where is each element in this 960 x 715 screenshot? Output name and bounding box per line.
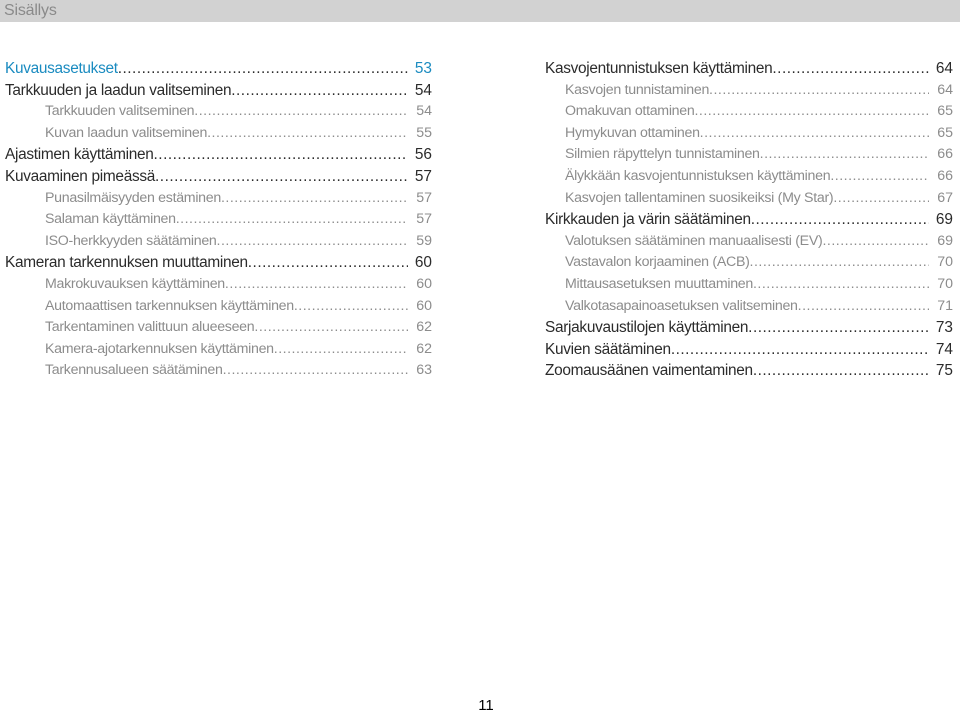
toc-leader-dots	[753, 362, 929, 380]
toc-entry-punasilmaisyyden-estaminen[interactable]	[5, 190, 432, 212]
toc-leader-dots	[223, 362, 408, 378]
toc-leader-dots	[221, 190, 408, 206]
toc-entry-tarkkuuden-ja-laadun-valitseminen[interactable]	[5, 82, 432, 104]
toc-leader-dots	[154, 146, 408, 164]
toc-entry-title: Tarkentaminen valittuun alueeseen	[45, 319, 255, 336]
toc-entry-valotuksen-saataminen-manuaalisesti-ev[interactable]	[545, 233, 953, 255]
toc-entry-page: 65	[937, 124, 953, 141]
toc-entry-iso-herkkyyden-saataminen[interactable]	[5, 233, 432, 255]
toc-entry-page: 73	[935, 319, 953, 337]
toc-entry-tarkentaminen-valittuun-alueeseen[interactable]	[5, 319, 432, 341]
toc-leader-dots	[248, 254, 408, 272]
page-header	[0, 0, 960, 22]
toc-entry-page: 67	[937, 189, 953, 206]
toc-entry-title: Makrokuvauksen käyttäminen	[45, 275, 225, 292]
toc-entry-page: 62	[416, 319, 432, 336]
toc-entry-title: Ajastimen käyttäminen	[5, 146, 154, 164]
toc-entry-title: Vastavalon korjaaminen (ACB)	[565, 254, 750, 271]
toc-entry-kuvien-saataminen[interactable]	[545, 341, 953, 363]
toc-entry-title: Älykkään kasvojentunnistuksen käyttäminen	[565, 167, 831, 184]
toc-leader-dots	[748, 319, 929, 337]
toc-entry-makrokuvauksen-kayttaminen[interactable]	[5, 276, 432, 298]
toc-entry-title: Tarkkuuden ja laadun valitseminen	[5, 81, 232, 99]
toc-leader-dots	[155, 168, 408, 186]
toc-leader-dots	[294, 298, 408, 314]
page-number: 11	[478, 697, 494, 714]
toc-entry-title: Kamera-ajotarkennuksen käyttäminen	[45, 340, 274, 357]
toc-entry-automaattisen-tarkennuksen-kayttaminen[interactable]	[5, 298, 432, 320]
toc-entry-title: Kuvausasetukset	[5, 60, 118, 77]
toc-leader-dots	[194, 103, 408, 119]
toc-entry-page: 59	[416, 232, 432, 249]
toc-entry-ajastimen-kayttaminen[interactable]	[5, 146, 432, 168]
toc-leader-dots	[709, 82, 929, 98]
toc-entry-page: 60	[414, 254, 432, 272]
toc-entry-title: Tarkkuuden valitseminen	[45, 103, 195, 120]
toc-entry-page: 66	[937, 167, 953, 184]
toc-leader-dots	[207, 125, 408, 141]
toc-leader-dots	[830, 168, 929, 184]
toc-entry-title: Valkotasapainoasetuksen valitseminen	[565, 297, 798, 314]
toc-entry-title: Punasilmäisyyden estäminen	[45, 189, 221, 206]
toc-leader-dots	[671, 341, 929, 359]
toc-entry-title: Kasvojentunnistuksen käyttäminen	[545, 60, 773, 77]
toc-entry-title: Sarjakuvaustilojen käyttäminen	[545, 319, 749, 337]
toc-entry-kameran-tarkennuksen-muuttaminen[interactable]	[5, 254, 432, 276]
toc-entry-kirkkauden-ja-varin-saataminen[interactable]	[545, 211, 953, 233]
toc-entry-page: 64	[935, 60, 953, 77]
toc-entry-kuvaaminen-pimeassa[interactable]	[5, 168, 432, 190]
toc-entry-page: 60	[416, 275, 432, 292]
toc-entry-title: Silmien räpyttelyn tunnistaminen	[565, 146, 760, 163]
toc-entry-page: 62	[416, 340, 432, 357]
toc-leader-dots	[772, 60, 929, 78]
toc-entry-title: Kasvojen tallentaminen suosikeiksi (My Star)	[565, 189, 834, 206]
toc-entry-page: 70	[937, 254, 953, 271]
toc-entry-kuvan-laadun-valitseminen[interactable]	[5, 125, 432, 147]
toc-entry-alykkaan-kasvojentunnistuksen-kayttaminen[interactable]	[545, 168, 953, 190]
toc-leader-dots	[118, 60, 408, 78]
toc-entry-title: Automaattisen tarkennuksen käyttäminen	[45, 297, 294, 314]
toc-entry-page: 66	[937, 146, 953, 163]
toc-entry-kasvojen-tallentaminen-suosikeiksi-my-star[interactable]	[545, 190, 953, 212]
toc-entry-page: 70	[937, 275, 953, 292]
toc-entry-title: Salaman käyttäminen	[45, 211, 176, 228]
toc-leader-dots	[254, 319, 408, 335]
toc-entry-title: Kirkkauden ja värin säätäminen	[545, 211, 751, 229]
toc-entry-hymykuvan-ottaminen[interactable]	[545, 125, 953, 147]
toc-entry-vastavalon-korjaaminen-acb[interactable]	[545, 254, 953, 276]
toc-leader-dots	[274, 341, 408, 357]
toc-leader-dots	[833, 190, 929, 206]
toc-column-right	[545, 60, 953, 384]
toc-entry-title: Kuvien säätäminen	[545, 340, 671, 358]
toc-entry-title: Kameran tarkennuksen muuttaminen	[5, 254, 248, 272]
toc-entry-title: Omakuvan ottaminen	[565, 103, 695, 120]
toc-entry-mittausasetuksen-muuttaminen[interactable]	[545, 276, 953, 298]
toc-entry-page: 74	[935, 340, 953, 358]
toc-leader-dots	[798, 298, 929, 314]
toc-entry-title: Kuvan laadun valitseminen	[45, 124, 208, 141]
toc-leader-dots	[753, 276, 929, 292]
toc-entry-title: Hymykuvan ottaminen	[565, 124, 700, 141]
toc-entry-title: Mittausasetuksen muuttaminen	[565, 275, 753, 292]
toc-entry-page: 69	[937, 232, 953, 249]
toc-entry-page: 71	[937, 297, 953, 314]
toc-leader-dots	[822, 233, 929, 249]
toc-entry-kasvojen-tunnistaminen[interactable]	[545, 82, 953, 104]
toc-entry-page: 63	[416, 362, 432, 379]
toc-entry-page: 65	[937, 103, 953, 120]
toc-entry-page: 57	[416, 189, 432, 206]
page-title: Sisällys	[4, 2, 57, 19]
toc-entry-title: Valotuksen säätäminen manuaalisesti (EV)	[565, 232, 823, 249]
toc-entry-kamera-ajotarkennuksen-kayttaminen[interactable]	[5, 341, 432, 363]
toc-entry-page: 75	[935, 362, 953, 380]
toc-entry-page: 69	[935, 211, 953, 229]
toc-leader-dots	[700, 125, 929, 141]
toc-entry-tarkennusalueen-saataminen[interactable]	[5, 362, 432, 384]
toc-leader-dots	[750, 254, 929, 270]
toc-entry-kasvojentunnistuksen-kayttaminen[interactable]	[545, 60, 953, 82]
toc-entry-page: 54	[416, 103, 432, 120]
toc-entry-page: 53	[414, 60, 432, 77]
toc-entry-title: Kuvaaminen pimeässä	[5, 167, 156, 185]
toc-entry-title: Kasvojen tunnistaminen	[565, 81, 710, 98]
toc-column-left	[5, 60, 432, 384]
toc-entry-page: 60	[416, 297, 432, 314]
toc-entry-kuvausasetukset[interactable]	[5, 60, 432, 82]
toc-entry-valkotasapainoasetuksen-valitseminen[interactable]	[545, 298, 953, 320]
toc-entry-page: 55	[416, 124, 432, 141]
toc-entry-title: Tarkennusalueen säätäminen	[45, 362, 223, 379]
toc-entry-page: 57	[416, 211, 432, 228]
toc-entry-tarkkuuden-valitseminen[interactable]	[5, 103, 432, 125]
toc-leader-dots	[217, 233, 408, 249]
toc-entry-sarjakuvaustilojen-kayttaminen[interactable]	[545, 319, 953, 341]
toc-leader-dots	[694, 103, 929, 119]
toc-entry-page: 54	[414, 81, 432, 99]
toc-entry-salaman-kayttaminen[interactable]	[5, 211, 432, 233]
toc-leader-dots	[751, 211, 929, 229]
toc-entry-zoomausaanen-vaimentaminen[interactable]	[545, 362, 953, 384]
toc-entry-page: 57	[414, 167, 432, 185]
toc-entry-page: 56	[414, 146, 432, 164]
toc-entry-silmien-rapyttelyn-tunnistaminen[interactable]	[545, 146, 953, 168]
toc-entry-title: ISO-herkkyyden säätäminen	[45, 232, 217, 249]
toc-leader-dots	[760, 146, 929, 162]
toc-entry-page: 64	[937, 81, 953, 98]
toc-entry-omakuvan-ottaminen[interactable]	[545, 103, 953, 125]
toc-leader-dots	[225, 276, 408, 292]
toc-entry-title: Zoomausäänen vaimentaminen	[545, 362, 753, 380]
toc-leader-dots	[231, 82, 408, 100]
toc-leader-dots	[176, 211, 408, 227]
